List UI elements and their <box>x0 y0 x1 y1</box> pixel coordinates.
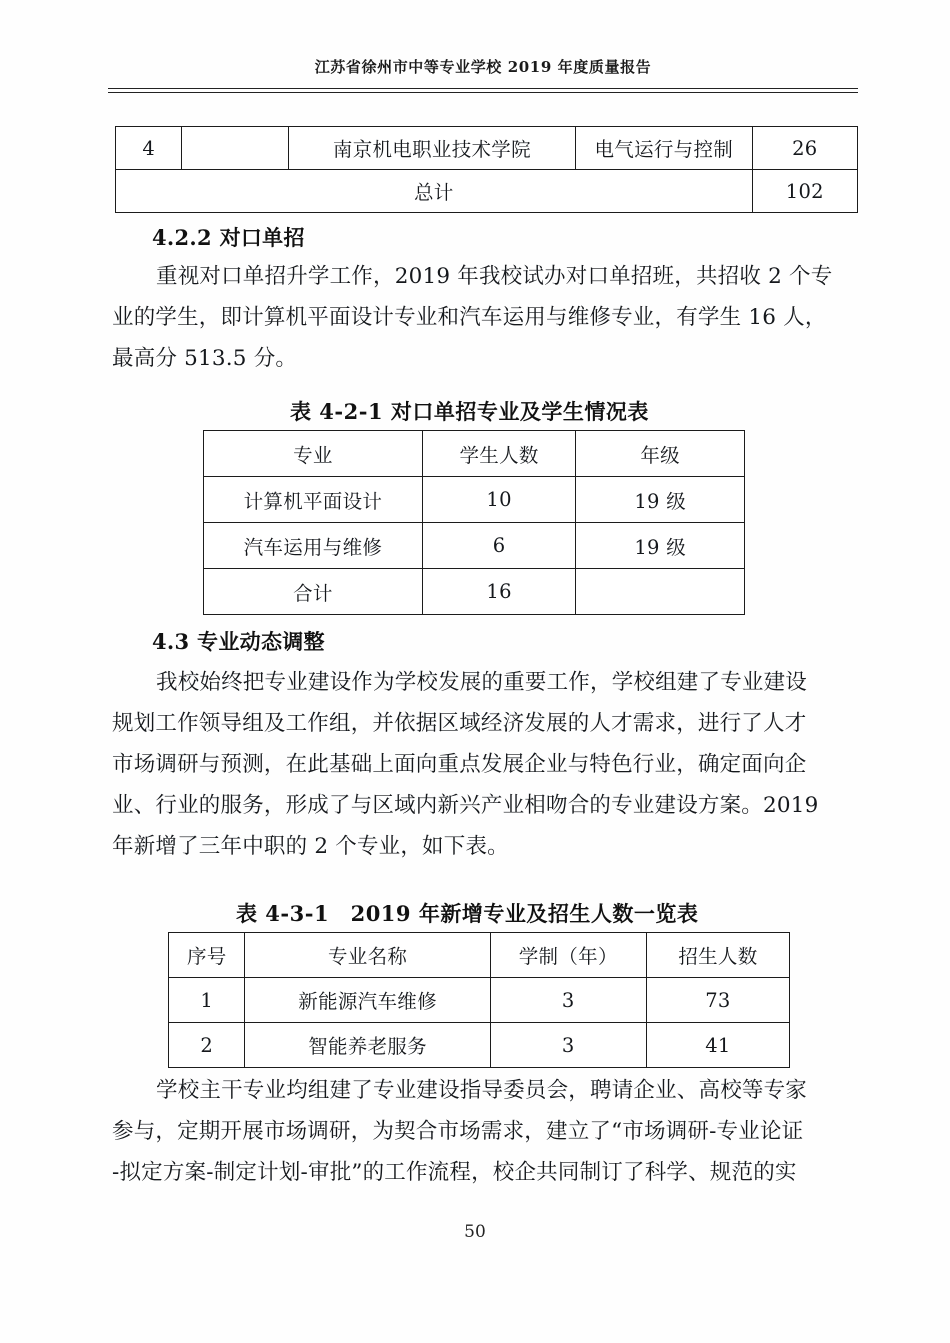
cell-total-label: 合计 <box>204 569 423 615</box>
cell-total-value: 102 <box>752 170 857 213</box>
paragraph-line: 年新增了三年中职的 2 个专业，如下表。 <box>112 834 509 859</box>
paragraph-closing <box>112 1070 858 1193</box>
heading-4-3: 4.3 专业动态调整 <box>152 629 325 654</box>
cell-index: 1 <box>169 978 245 1023</box>
table-row <box>204 477 745 523</box>
page-number: 50 <box>464 1222 486 1242</box>
column-header-major: 专业 <box>204 431 423 477</box>
header-divider-rule <box>108 88 858 93</box>
paragraph-line: -拟定方案-制定计划-审批”的工作流程，校企共同制订了科学、规范的实 <box>112 1160 797 1185</box>
paragraph-line: 最高分 513.5 分。 <box>112 346 298 371</box>
paragraph-line: 业的学生，即计算机平面设计专业和汽车运用与维修专业，有学生 16 人， <box>112 305 827 330</box>
cell-blank <box>182 127 289 170</box>
paragraph-line: 业、行业的服务，形成了与区域内新兴产业相吻合的专业建设方案。2019 <box>112 793 819 818</box>
column-header-index: 序号 <box>169 933 245 978</box>
paragraph-line: 规划工作领导组及工作组，并依据区域经济发展的人才需求，进行了人才 <box>112 711 807 736</box>
cell-enrollment: 73 <box>646 978 789 1023</box>
column-header-enrollment: 招生人数 <box>646 933 789 978</box>
cell-duration: 3 <box>490 978 646 1023</box>
paragraph-line: 市场调研与预测，在此基础上面向重点发展企业与特色行业，确定面向企 <box>112 752 807 777</box>
table-row <box>204 523 745 569</box>
cell-index: 2 <box>169 1023 245 1068</box>
header-title: 江苏省徐州市中等专业学校 2019 年度质量报告 <box>314 58 652 76</box>
paragraph-4-2-2 <box>112 256 858 379</box>
table-total-row <box>204 569 745 615</box>
cell-total-value: 16 <box>422 569 576 615</box>
caption-table-4-3-1: 表 4-3-1 2019 年新增专业及招生人数一览表 <box>236 901 699 926</box>
cell-index: 4 <box>116 127 182 170</box>
paragraph-line: 我校始终把专业建设作为学校发展的重要工作，学校组建了专业建设 <box>156 670 808 695</box>
column-header-duration: 学制（年） <box>490 933 646 978</box>
cell-grade: 19 级 <box>576 523 745 569</box>
table-row <box>169 978 790 1023</box>
cell-count: 26 <box>752 127 857 170</box>
table-4-3-1 <box>168 932 790 1068</box>
cell-major: 计算机平面设计 <box>204 477 423 523</box>
cell-total-label: 总计 <box>116 170 753 213</box>
cell-major-name: 新能源汽车维修 <box>245 978 490 1023</box>
table-continuation <box>115 126 858 213</box>
table-total-row <box>116 170 858 213</box>
cell-enrollment: 41 <box>646 1023 789 1068</box>
cell-student-count: 10 <box>422 477 576 523</box>
column-header-student-count: 学生人数 <box>422 431 576 477</box>
heading-4-2-2: 4.2.2 对口单招 <box>152 225 305 250</box>
cell-major-name: 智能养老服务 <box>245 1023 490 1068</box>
cell-college: 南京机电职业技术学院 <box>288 127 575 170</box>
cell-major: 电气运行与控制 <box>575 127 752 170</box>
table-header-row <box>169 933 790 978</box>
column-header-grade: 年级 <box>576 431 745 477</box>
cell-major: 汽车运用与维修 <box>204 523 423 569</box>
running-header <box>108 58 858 76</box>
table-header-row <box>204 431 745 477</box>
table-row <box>169 1023 790 1068</box>
table-4-2-1 <box>203 430 745 615</box>
paragraph-line: 重视对口单招升学工作，2019 年我校试办对口单招班，共招收 2 个专 <box>156 264 833 289</box>
caption-table-4-2-1: 表 4-2-1 对口单招专业及学生情况表 <box>290 399 649 424</box>
table-row <box>116 127 858 170</box>
paragraph-line: 参与，定期开展市场调研，为契合市场需求，建立了“市场调研-专业论证 <box>112 1119 804 1144</box>
paragraph-4-3 <box>112 662 858 867</box>
cell-student-count: 6 <box>422 523 576 569</box>
paragraph-line: 学校主干专业均组建了专业建设指导委员会，聘请企业、高校等专家 <box>156 1078 808 1103</box>
column-header-major-name: 专业名称 <box>245 933 490 978</box>
cell-grade-empty <box>576 569 745 615</box>
cell-duration: 3 <box>490 1023 646 1068</box>
cell-grade: 19 级 <box>576 477 745 523</box>
